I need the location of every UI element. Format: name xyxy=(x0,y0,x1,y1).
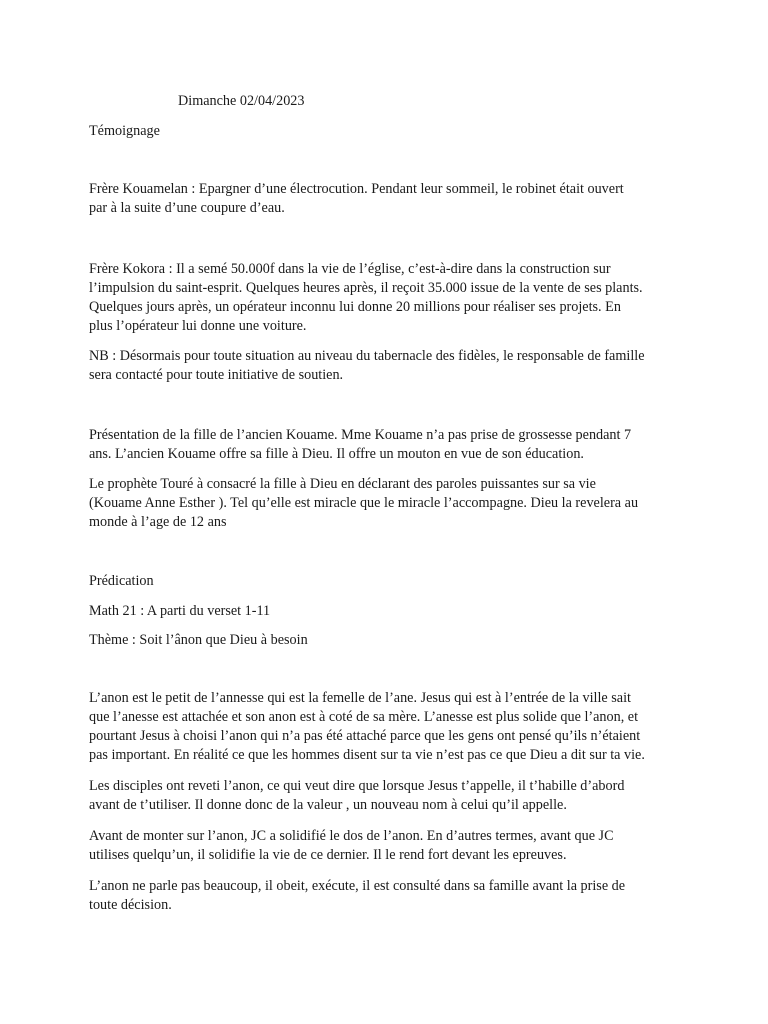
sermon-paragraph xyxy=(89,777,689,815)
text-line: Le prophète Touré à consacré la fille à Dieu en déclarant des paroles puissantes sur sa vie xyxy=(89,476,596,492)
presentation-paragraph xyxy=(89,475,689,532)
text-line: Quelques jours après, un opérateur inconnu lui donne 20 millions pour réaliser ses projets. En xyxy=(89,299,621,315)
text-line: avant de t’utiliser. Il donne donc de la valeur , un nouveau nom à celui qu’il appelle. xyxy=(89,797,567,813)
text-line: ans. L’ancien Kouame offre sa fille à Dieu. Il offre un mouton en vue de son éducation. xyxy=(89,446,584,462)
text-line: Avant de monter sur l’anon, JC a solidifié le dos de l’anon. En d’autres termes, avant que JC xyxy=(89,828,614,844)
text-line: Les disciples ont reveti l’anon, ce qui veut dire que lorsque Jesus t’appelle, il t’habille d’abord xyxy=(89,778,625,794)
text-line: Frère Kokora : Il a semé 50.000f dans la vie de l’église, c’est-à-dire dans la construction sur xyxy=(89,261,611,277)
text-line: pourtant Jesus à choisi l’anon qui n’a pas été attaché parce que les gens ont pensé qu’ils n’étaient xyxy=(89,728,641,744)
sermon-paragraph xyxy=(89,877,689,915)
presentation-paragraph xyxy=(89,426,689,464)
testimony-paragraph xyxy=(89,260,689,336)
text-line: l’impulsion du saint-esprit. Quelques heures après, il reçoit 35.000 issue de la vente de ses plants. xyxy=(89,280,643,296)
testimony-paragraph xyxy=(89,180,689,218)
sermon-paragraph xyxy=(89,827,689,865)
sermon-theme: Thème : Soit l’ânon que Dieu à besoin xyxy=(89,632,308,648)
text-line: plus l’opérateur lui donne une voiture. xyxy=(89,318,307,334)
section-title-predication: Prédication xyxy=(89,573,154,589)
document-date: Dimanche 02/04/2023 xyxy=(178,93,305,109)
text-line: utilises quelqu’un, il solidifie la vie de ce dernier. Il le rend fort devant les epreuves. xyxy=(89,847,567,863)
text-line: par à la suite d’une coupure d’eau. xyxy=(89,200,285,216)
text-line: L’anon ne parle pas beaucoup, il obeit, exécute, il est consulté dans sa famille avant la prise de xyxy=(89,878,626,894)
text-line: L’anon est le petit de l’annesse qui est la femelle de l’ane. Jesus qui est à l’entrée de la ville sait xyxy=(89,690,631,706)
sermon-paragraph xyxy=(89,689,689,765)
nb-paragraph xyxy=(89,347,689,385)
text-line: NB : Désormais pour toute situation au niveau du tabernacle des fidèles, le responsable de famille xyxy=(89,348,645,364)
text-line: sera contacté pour toute initiative de soutien. xyxy=(89,367,344,383)
section-title-temoignage: Témoignage xyxy=(89,123,160,139)
text-line: monde à l’age de 12 ans xyxy=(89,514,227,530)
text-line: toute décision. xyxy=(89,897,172,913)
text-line: pas important. En réalité ce que les hommes disent sur ta vie n’est pas ce que Dieu a dit sur ta vie. xyxy=(89,747,645,763)
text-line: que l’anesse est attachée et son anon est à coté de sa mère. L’anesse est plus solide que l’anon, et xyxy=(89,709,639,725)
text-line: Frère Kouamelan : Epargner d’une électrocution. Pendant leur sommeil, le robinet était ouvert xyxy=(89,181,624,197)
text-line: (Kouame Anne Esther ). Tel qu’elle est miracle que le miracle l’accompagne. Dieu la revelera au xyxy=(89,495,639,511)
text-line: Présentation de la fille de l’ancien Kouame. Mme Kouame n’a pas prise de grossesse pendant 7 xyxy=(89,427,632,443)
scripture-reference: Math 21 : A parti du verset 1-11 xyxy=(89,603,271,619)
